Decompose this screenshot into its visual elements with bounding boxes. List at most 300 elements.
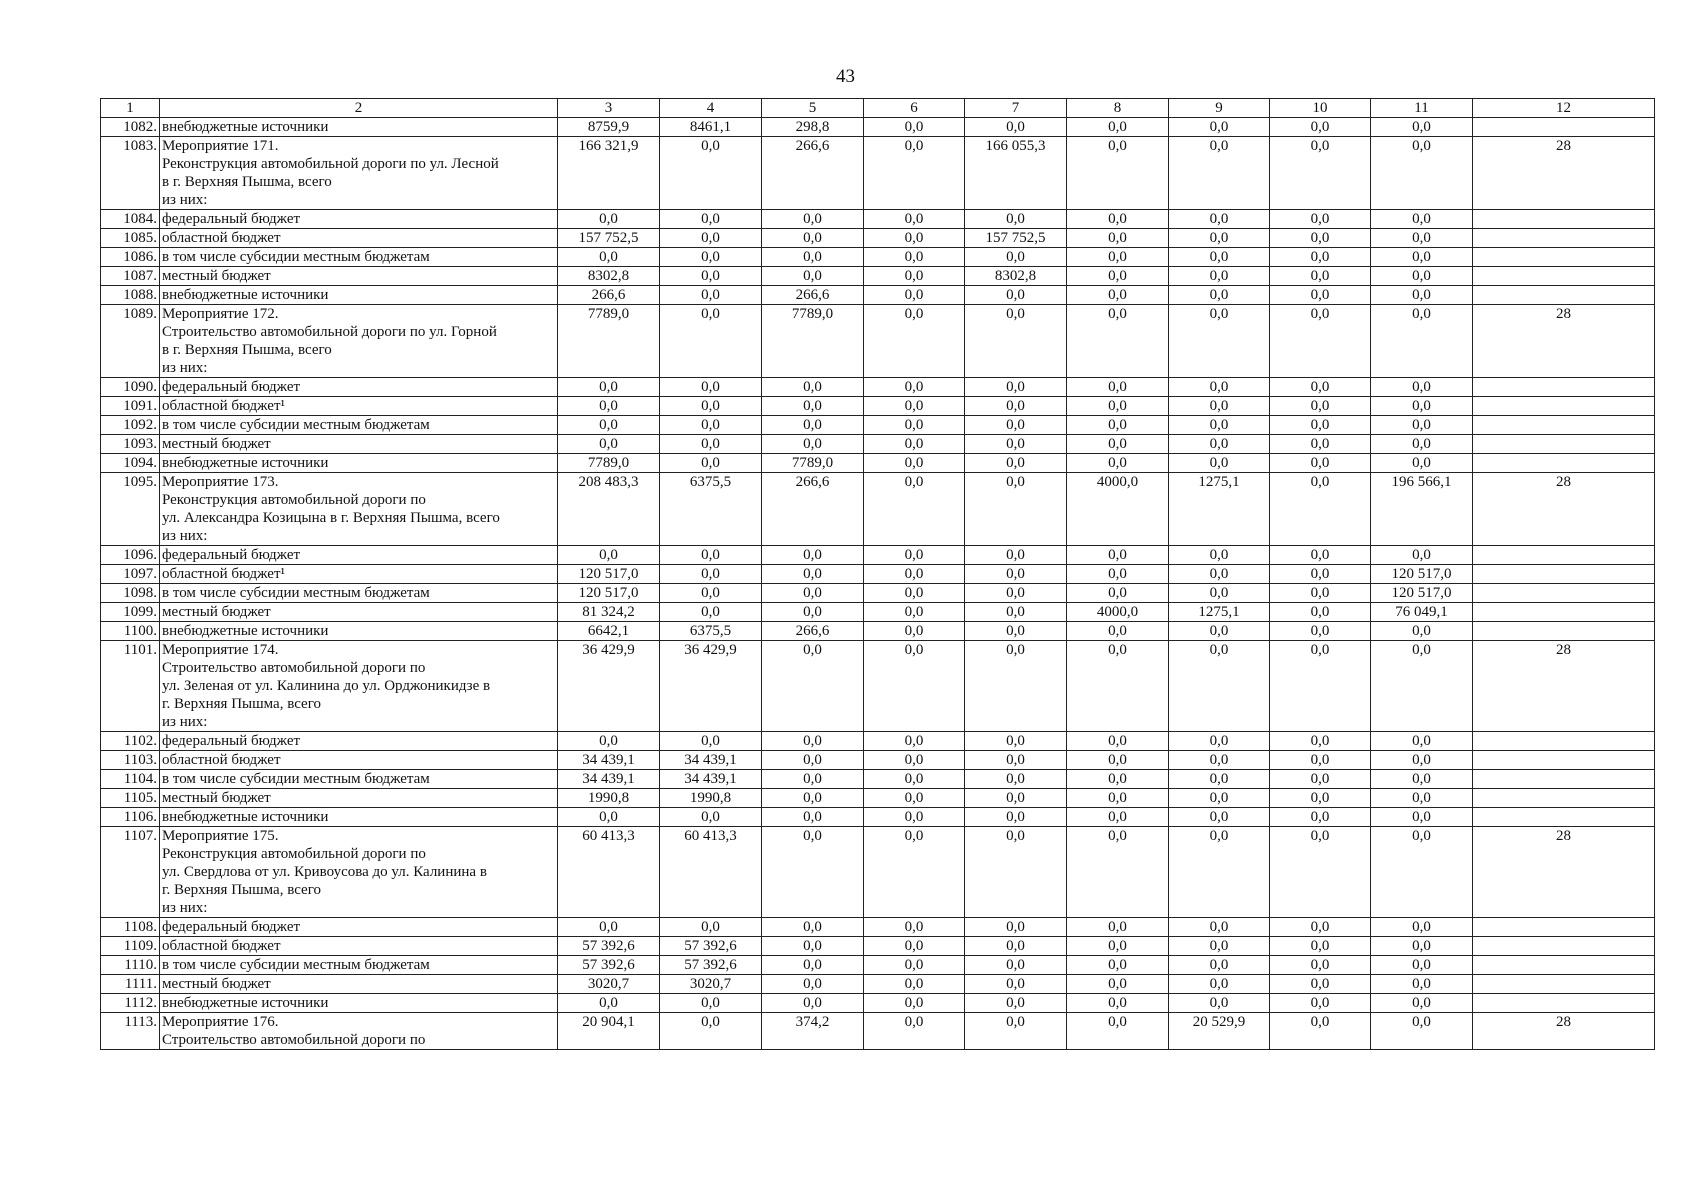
table-row [101, 118, 1655, 137]
value-cell: 6375,5 [660, 622, 762, 641]
value-cell: 0,0 [558, 248, 660, 267]
value-cell: 0,0 [864, 1013, 965, 1050]
value-cell: 0,0 [1169, 770, 1270, 789]
description-line: Мероприятие 175. [162, 828, 279, 844]
table-row [101, 770, 1655, 789]
value-cell: 0,0 [558, 918, 660, 937]
value-cell: 0,0 [1169, 210, 1270, 229]
table-row [101, 937, 1655, 956]
value-cell: 0,0 [1067, 118, 1169, 137]
column-12-cell [1473, 770, 1655, 789]
value-cell: 0,0 [1371, 770, 1473, 789]
value-cell: 6375,5 [660, 473, 762, 546]
value-cell: 0,0 [762, 248, 864, 267]
value-cell: 120 517,0 [558, 584, 660, 603]
value-cell: 34 439,1 [660, 751, 762, 770]
value-cell: 0,0 [660, 565, 762, 584]
value-cell: 0,0 [1067, 305, 1169, 378]
description-line: Реконструкция автомобильной дороги по [162, 492, 426, 508]
value-cell: 0,0 [864, 751, 965, 770]
table-body [101, 99, 1655, 1050]
value-cell: 0,0 [660, 416, 762, 435]
value-cell: 0,0 [1270, 994, 1371, 1013]
value-cell: 0,0 [1371, 118, 1473, 137]
description-line: в том числе субсидии местным бюджетам [162, 771, 430, 787]
row-number-cell: 1083. [101, 137, 160, 210]
row-number-cell: 1111. [101, 975, 160, 994]
value-cell: 0,0 [1067, 732, 1169, 751]
value-cell: 0,0 [660, 546, 762, 565]
value-cell: 0,0 [1067, 956, 1169, 975]
value-cell: 0,0 [864, 229, 965, 248]
value-cell: 0,0 [864, 994, 965, 1013]
row-number-cell: 1097. [101, 565, 160, 584]
value-cell: 0,0 [660, 1013, 762, 1050]
row-number-cell: 1112. [101, 994, 160, 1013]
value-cell: 0,0 [1067, 565, 1169, 584]
value-cell: 0,0 [558, 210, 660, 229]
value-cell: 0,0 [864, 789, 965, 808]
description-cell [160, 118, 558, 137]
value-cell: 0,0 [762, 918, 864, 937]
value-cell: 0,0 [965, 603, 1067, 622]
value-cell: 8759,9 [558, 118, 660, 137]
value-cell: 0,0 [965, 546, 1067, 565]
row-number-cell: 1098. [101, 584, 160, 603]
value-cell: 0,0 [1371, 789, 1473, 808]
value-cell: 0,0 [762, 378, 864, 397]
value-cell: 0,0 [1169, 454, 1270, 473]
value-cell: 0,0 [1067, 1013, 1169, 1050]
table-row [101, 603, 1655, 622]
description-line: Мероприятие 176. [162, 1014, 279, 1030]
description-line: внебюджетные источники [162, 809, 329, 825]
value-cell: 0,0 [965, 473, 1067, 546]
value-cell: 0,0 [762, 435, 864, 454]
value-cell: 0,0 [965, 751, 1067, 770]
header-cell: 2 [160, 99, 558, 118]
description-line: ул. Александра Козицына в г. Верхняя Пышма, всего [162, 510, 500, 526]
row-number-cell: 1101. [101, 641, 160, 732]
value-cell: 0,0 [965, 454, 1067, 473]
value-cell: 0,0 [1371, 751, 1473, 770]
value-cell: 0,0 [762, 808, 864, 827]
value-cell: 0,0 [1270, 808, 1371, 827]
description-line: Реконструкция автомобильной дороги по [162, 846, 426, 862]
value-cell: 36 429,9 [558, 641, 660, 732]
table-row [101, 732, 1655, 751]
value-cell: 0,0 [1169, 827, 1270, 918]
value-cell: 0,0 [1371, 1013, 1473, 1050]
value-cell: 0,0 [1270, 248, 1371, 267]
value-cell: 0,0 [558, 397, 660, 416]
row-number-cell: 1108. [101, 918, 160, 937]
table-row [101, 397, 1655, 416]
value-cell: 0,0 [558, 994, 660, 1013]
value-cell: 0,0 [660, 286, 762, 305]
table-row [101, 622, 1655, 641]
value-cell: 0,0 [965, 994, 1067, 1013]
value-cell: 0,0 [1270, 546, 1371, 565]
value-cell: 0,0 [1067, 546, 1169, 565]
value-cell: 0,0 [762, 416, 864, 435]
description-cell [160, 732, 558, 751]
value-cell: 0,0 [965, 416, 1067, 435]
value-cell: 0,0 [965, 435, 1067, 454]
value-cell: 266,6 [762, 137, 864, 210]
value-cell: 0,0 [1270, 827, 1371, 918]
value-cell: 208 483,3 [558, 473, 660, 546]
value-cell: 298,8 [762, 118, 864, 137]
value-cell: 7789,0 [762, 305, 864, 378]
value-cell: 0,0 [1270, 305, 1371, 378]
column-12-cell: 28 [1473, 827, 1655, 918]
value-cell: 1275,1 [1169, 603, 1270, 622]
header-cell: 10 [1270, 99, 1371, 118]
value-cell: 0,0 [1371, 975, 1473, 994]
value-cell: 0,0 [1371, 286, 1473, 305]
value-cell: 60 413,3 [660, 827, 762, 918]
value-cell: 0,0 [762, 229, 864, 248]
description-line: областной бюджет [162, 230, 281, 246]
description-line: федеральный бюджет [162, 379, 301, 395]
value-cell: 1990,8 [558, 789, 660, 808]
value-cell: 4000,0 [1067, 603, 1169, 622]
value-cell: 60 413,3 [558, 827, 660, 918]
description-cell [160, 584, 558, 603]
value-cell: 0,0 [1270, 732, 1371, 751]
description-cell [160, 622, 558, 641]
value-cell: 266,6 [558, 286, 660, 305]
value-cell: 0,0 [1270, 937, 1371, 956]
value-cell: 0,0 [1067, 918, 1169, 937]
column-12-cell [1473, 397, 1655, 416]
table-row [101, 473, 1655, 546]
value-cell: 0,0 [1270, 267, 1371, 286]
value-cell: 0,0 [864, 397, 965, 416]
value-cell: 0,0 [864, 808, 965, 827]
value-cell: 0,0 [1270, 397, 1371, 416]
value-cell: 0,0 [1270, 622, 1371, 641]
header-cell: 7 [965, 99, 1067, 118]
value-cell: 0,0 [864, 416, 965, 435]
column-12-cell [1473, 435, 1655, 454]
description-line: Строительство автомобильной дороги по [162, 1032, 426, 1048]
description-line: в г. Верхняя Пышма, всего [162, 342, 332, 358]
value-cell: 0,0 [762, 956, 864, 975]
value-cell: 0,0 [1169, 994, 1270, 1013]
value-cell: 0,0 [762, 641, 864, 732]
value-cell: 0,0 [965, 975, 1067, 994]
table-row [101, 305, 1655, 378]
table-row [101, 808, 1655, 827]
value-cell: 0,0 [660, 305, 762, 378]
description-line: ул. Свердлова от ул. Кривоусова до ул. Калинина в [162, 864, 487, 880]
header-cell: 6 [864, 99, 965, 118]
table-row [101, 918, 1655, 937]
value-cell: 0,0 [1270, 770, 1371, 789]
value-cell: 0,0 [1371, 937, 1473, 956]
row-number-cell: 1093. [101, 435, 160, 454]
value-cell: 0,0 [1371, 397, 1473, 416]
column-12-cell [1473, 546, 1655, 565]
value-cell: 0,0 [762, 827, 864, 918]
value-cell: 374,2 [762, 1013, 864, 1050]
value-cell: 0,0 [1270, 435, 1371, 454]
value-cell: 0,0 [1169, 137, 1270, 210]
value-cell: 76 049,1 [1371, 603, 1473, 622]
description-cell [160, 416, 558, 435]
description-cell [160, 248, 558, 267]
value-cell: 0,0 [1169, 435, 1270, 454]
row-number-cell: 1103. [101, 751, 160, 770]
description-line: из них: [162, 528, 208, 544]
value-cell: 0,0 [1270, 137, 1371, 210]
value-cell: 0,0 [558, 808, 660, 827]
value-cell: 0,0 [864, 473, 965, 546]
description-line: федеральный бюджет [162, 211, 301, 227]
description-line: Строительство автомобильной дороги по [162, 660, 426, 676]
value-cell: 0,0 [864, 770, 965, 789]
table-row [101, 641, 1655, 732]
description-cell [160, 454, 558, 473]
value-cell: 0,0 [864, 286, 965, 305]
value-cell: 0,0 [762, 751, 864, 770]
value-cell: 0,0 [1067, 229, 1169, 248]
value-cell: 0,0 [1169, 622, 1270, 641]
value-cell: 120 517,0 [1371, 565, 1473, 584]
value-cell: 0,0 [1067, 622, 1169, 641]
value-cell: 0,0 [1371, 827, 1473, 918]
description-cell [160, 808, 558, 827]
description-line: в том числе субсидии местным бюджетам [162, 957, 430, 973]
value-cell: 0,0 [660, 210, 762, 229]
value-cell: 0,0 [864, 118, 965, 137]
value-cell: 0,0 [864, 305, 965, 378]
description-cell [160, 473, 558, 546]
column-12-cell: 28 [1473, 305, 1655, 378]
value-cell: 0,0 [1169, 584, 1270, 603]
value-cell: 0,0 [1270, 584, 1371, 603]
value-cell: 0,0 [1067, 267, 1169, 286]
value-cell: 0,0 [558, 378, 660, 397]
description-line: областной бюджет¹ [162, 398, 286, 414]
value-cell: 0,0 [1169, 975, 1270, 994]
value-cell: 8302,8 [965, 267, 1067, 286]
value-cell: 0,0 [1371, 248, 1473, 267]
value-cell: 3020,7 [660, 975, 762, 994]
row-number-cell: 1105. [101, 789, 160, 808]
value-cell: 0,0 [965, 641, 1067, 732]
table-row [101, 1013, 1655, 1050]
value-cell: 6642,1 [558, 622, 660, 641]
description-cell [160, 956, 558, 975]
value-cell: 0,0 [1371, 267, 1473, 286]
value-cell: 0,0 [1270, 286, 1371, 305]
value-cell: 0,0 [1270, 565, 1371, 584]
description-cell [160, 565, 558, 584]
value-cell: 0,0 [864, 937, 965, 956]
table-row [101, 435, 1655, 454]
value-cell: 7789,0 [558, 454, 660, 473]
row-number-cell: 1089. [101, 305, 160, 378]
value-cell: 34 439,1 [558, 770, 660, 789]
value-cell: 0,0 [1169, 286, 1270, 305]
description-cell [160, 210, 558, 229]
value-cell: 0,0 [1371, 732, 1473, 751]
value-cell: 0,0 [1067, 789, 1169, 808]
header-row [101, 99, 1655, 118]
value-cell: 0,0 [1371, 994, 1473, 1013]
row-number-cell: 1100. [101, 622, 160, 641]
value-cell: 0,0 [1169, 267, 1270, 286]
value-cell: 0,0 [660, 994, 762, 1013]
value-cell: 0,0 [762, 267, 864, 286]
value-cell: 0,0 [864, 137, 965, 210]
value-cell: 0,0 [660, 248, 762, 267]
value-cell: 0,0 [762, 565, 864, 584]
value-cell: 0,0 [1270, 416, 1371, 435]
value-cell: 166 321,9 [558, 137, 660, 210]
value-cell: 0,0 [965, 286, 1067, 305]
table-row [101, 565, 1655, 584]
value-cell: 0,0 [1371, 416, 1473, 435]
description-line: федеральный бюджет [162, 547, 301, 563]
value-cell: 0,0 [1169, 937, 1270, 956]
value-cell: 0,0 [1067, 751, 1169, 770]
value-cell: 57 392,6 [660, 956, 762, 975]
value-cell: 0,0 [965, 118, 1067, 137]
value-cell: 0,0 [1371, 546, 1473, 565]
description-cell [160, 770, 558, 789]
value-cell: 0,0 [965, 956, 1067, 975]
value-cell: 0,0 [1169, 229, 1270, 248]
value-cell: 166 055,3 [965, 137, 1067, 210]
value-cell: 0,0 [1169, 808, 1270, 827]
row-number-cell: 1090. [101, 378, 160, 397]
column-12-cell [1473, 956, 1655, 975]
value-cell: 0,0 [1067, 137, 1169, 210]
value-cell: 120 517,0 [1371, 584, 1473, 603]
value-cell: 0,0 [965, 827, 1067, 918]
value-cell: 0,0 [864, 546, 965, 565]
value-cell: 20 529,9 [1169, 1013, 1270, 1050]
value-cell: 0,0 [864, 378, 965, 397]
value-cell: 0,0 [1169, 751, 1270, 770]
description-cell [160, 827, 558, 918]
column-12-cell [1473, 454, 1655, 473]
value-cell: 0,0 [558, 546, 660, 565]
value-cell: 0,0 [864, 248, 965, 267]
value-cell: 0,0 [1169, 641, 1270, 732]
column-12-cell [1473, 622, 1655, 641]
value-cell: 266,6 [762, 473, 864, 546]
value-cell: 20 904,1 [558, 1013, 660, 1050]
row-number-cell: 1102. [101, 732, 160, 751]
value-cell: 0,0 [1371, 305, 1473, 378]
value-cell: 0,0 [864, 210, 965, 229]
value-cell: 0,0 [1169, 732, 1270, 751]
description-line: Мероприятие 173. [162, 474, 279, 490]
value-cell: 0,0 [965, 789, 1067, 808]
description-line: Строительство автомобильной дороги по ул. Горной [162, 324, 497, 340]
description-line: местный бюджет [162, 790, 271, 806]
value-cell: 81 324,2 [558, 603, 660, 622]
column-12-cell [1473, 918, 1655, 937]
header-cell: 3 [558, 99, 660, 118]
value-cell: 157 752,5 [558, 229, 660, 248]
table-row [101, 378, 1655, 397]
description-line: местный бюджет [162, 268, 271, 284]
value-cell: 0,0 [1270, 918, 1371, 937]
description-line: в том числе субсидии местным бюджетам [162, 417, 430, 433]
value-cell: 0,0 [1371, 378, 1473, 397]
value-cell: 0,0 [864, 584, 965, 603]
row-number-cell: 1088. [101, 286, 160, 305]
description-line: внебюджетные источники [162, 287, 329, 303]
description-cell [160, 435, 558, 454]
value-cell: 0,0 [762, 770, 864, 789]
column-12-cell [1473, 565, 1655, 584]
value-cell: 196 566,1 [1371, 473, 1473, 546]
value-cell: 0,0 [1270, 229, 1371, 248]
value-cell: 0,0 [1169, 789, 1270, 808]
table-row [101, 416, 1655, 435]
row-number-cell: 1099. [101, 603, 160, 622]
column-12-cell: 28 [1473, 137, 1655, 210]
value-cell: 0,0 [558, 435, 660, 454]
value-cell: 0,0 [1270, 956, 1371, 975]
row-number-cell: 1110. [101, 956, 160, 975]
value-cell: 0,0 [1371, 435, 1473, 454]
column-12-cell [1473, 378, 1655, 397]
description-line: Мероприятие 172. [162, 306, 279, 322]
description-cell [160, 1013, 558, 1050]
description-cell [160, 305, 558, 378]
description-cell [160, 286, 558, 305]
value-cell: 0,0 [660, 603, 762, 622]
column-12-cell [1473, 937, 1655, 956]
row-number-cell: 1109. [101, 937, 160, 956]
value-cell: 0,0 [558, 732, 660, 751]
column-12-cell [1473, 248, 1655, 267]
value-cell: 7789,0 [762, 454, 864, 473]
value-cell: 0,0 [1270, 454, 1371, 473]
value-cell: 0,0 [1371, 808, 1473, 827]
description-cell [160, 994, 558, 1013]
column-12-cell [1473, 286, 1655, 305]
value-cell: 0,0 [1270, 473, 1371, 546]
row-number-cell: 1095. [101, 473, 160, 546]
page-number: 43 [836, 66, 855, 87]
column-12-cell [1473, 229, 1655, 248]
description-line: из них: [162, 360, 208, 376]
description-line: местный бюджет [162, 604, 271, 620]
value-cell: 0,0 [1270, 789, 1371, 808]
value-cell: 0,0 [660, 137, 762, 210]
description-line: местный бюджет [162, 436, 271, 452]
table-row [101, 994, 1655, 1013]
value-cell: 0,0 [660, 397, 762, 416]
row-number-cell: 1082. [101, 118, 160, 137]
value-cell: 0,0 [660, 584, 762, 603]
value-cell: 0,0 [864, 565, 965, 584]
column-12-cell [1473, 975, 1655, 994]
value-cell: 0,0 [1067, 454, 1169, 473]
description-cell [160, 137, 558, 210]
value-cell: 0,0 [762, 994, 864, 1013]
value-cell: 0,0 [1371, 454, 1473, 473]
